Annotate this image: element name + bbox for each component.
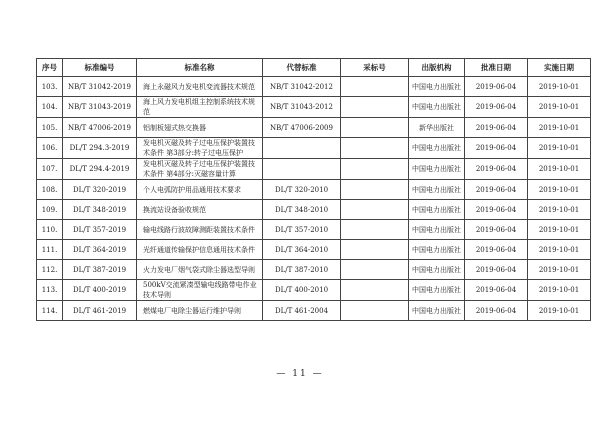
adoption-number: [341, 200, 409, 220]
page-number: — 11 —: [276, 369, 324, 379]
adoption-number: [341, 97, 409, 118]
approval-date: 2019-06-04: [465, 280, 528, 301]
approval-date: 2019-06-04: [465, 180, 528, 200]
effective-date: 2019-10-01: [528, 77, 591, 97]
replaced-standard: DL/T 348-2010: [263, 200, 341, 220]
publisher: 新华出版社: [409, 118, 465, 138]
effective-date: 2019-10-01: [528, 280, 591, 301]
row-number: 113.: [37, 280, 63, 301]
standard-name: 燃煤电厂电除尘器运行维护导则: [137, 301, 263, 321]
header-cell: 采标号: [341, 59, 409, 77]
adoption-number: [341, 220, 409, 240]
publisher: 中国电力出版社: [409, 240, 465, 260]
effective-date: 2019-10-01: [528, 200, 591, 220]
adoption-number: [341, 240, 409, 260]
effective-date: 2019-10-01: [528, 180, 591, 200]
row-number: 112.: [37, 260, 63, 280]
publisher: 中国电力出版社: [409, 260, 465, 280]
effective-date: 2019-10-01: [528, 240, 591, 260]
standard-name: 输电线路行波故障测距装置技术条件: [137, 220, 263, 240]
standard-code: DL/T 400-2019: [63, 280, 137, 301]
replaced-standard: DL/T 400-2010: [263, 280, 341, 301]
publisher: 中国电力出版社: [409, 138, 465, 159]
table-row: [37, 280, 591, 301]
replaced-standard: NB/T 31043-2012: [263, 97, 341, 118]
standard-name: 换流站设备验收规范: [137, 200, 263, 220]
standard-name: 发电机灭磁及转子过电压保护装置技术条件 第3部分:转子过电压保护: [137, 138, 263, 159]
table-row: [37, 260, 591, 280]
row-number: 114.: [37, 301, 63, 321]
standard-code: DL/T 294.3-2019: [63, 138, 137, 159]
row-number: 108.: [37, 180, 63, 200]
standard-code: DL/T 461-2019: [63, 301, 137, 321]
adoption-number: [341, 77, 409, 97]
row-number: 103.: [37, 77, 63, 97]
table-row: [37, 180, 591, 200]
header-cell: 出版机构: [409, 59, 465, 77]
standard-name: 个人电弧防护用品通用技术要求: [137, 180, 263, 200]
adoption-number: [341, 280, 409, 301]
standard-name: 光纤通道传输保护信息通用技术条件: [137, 240, 263, 260]
standard-name: 海上风力发电机组主控制系统技术规范: [137, 97, 263, 118]
effective-date: 2019-10-01: [528, 301, 591, 321]
row-number: 110.: [37, 220, 63, 240]
header-cell: 序号: [37, 59, 63, 77]
standard-code: DL/T 364-2019: [63, 240, 137, 260]
approval-date: 2019-06-04: [465, 240, 528, 260]
effective-date: 2019-10-01: [528, 97, 591, 118]
replaced-standard: [263, 138, 341, 159]
effective-date: 2019-10-01: [528, 118, 591, 138]
standard-code: DL/T 348-2019: [63, 200, 137, 220]
effective-date: 2019-10-01: [528, 220, 591, 240]
replaced-standard: DL/T 357-2010: [263, 220, 341, 240]
adoption-number: [341, 138, 409, 159]
approval-date: 2019-06-04: [465, 118, 528, 138]
row-number: 107.: [37, 159, 63, 180]
publisher: 中国电力出版社: [409, 280, 465, 301]
replaced-standard: DL/T 461-2004: [263, 301, 341, 321]
publisher: 中国电力出版社: [409, 200, 465, 220]
adoption-number: [341, 118, 409, 138]
table-row: [37, 159, 591, 180]
standard-code: NB/T 31043-2019: [63, 97, 137, 118]
replaced-standard: [263, 159, 341, 180]
table-row: [37, 200, 591, 220]
approval-date: 2019-06-04: [465, 77, 528, 97]
approval-date: 2019-06-04: [465, 260, 528, 280]
standard-code: NB/T 31042-2019: [63, 77, 137, 97]
replaced-standard: DL/T 387-2010: [263, 260, 341, 280]
replaced-standard: NB/T 31042-2012: [263, 77, 341, 97]
table-row: [37, 97, 591, 118]
standard-code: DL/T 294.4-2019: [63, 159, 137, 180]
approval-date: 2019-06-04: [465, 138, 528, 159]
header-cell: 实施日期: [528, 59, 591, 77]
approval-date: 2019-06-04: [465, 97, 528, 118]
approval-date: 2019-06-04: [465, 200, 528, 220]
publisher: 中国电力出版社: [409, 77, 465, 97]
document-page: [36, 58, 590, 321]
row-number: 111.: [37, 240, 63, 260]
publisher: 中国电力出版社: [409, 159, 465, 180]
approval-date: 2019-06-04: [465, 159, 528, 180]
table-row: [37, 220, 591, 240]
adoption-number: [341, 159, 409, 180]
row-number: 105.: [37, 118, 63, 138]
standard-name: 500kV交流紧凑型输电线路带电作业技术导则: [137, 280, 263, 301]
publisher: 中国电力出版社: [409, 301, 465, 321]
approval-date: 2019-06-04: [465, 301, 528, 321]
publisher: 中国电力出版社: [409, 180, 465, 200]
row-number: 106.: [37, 138, 63, 159]
standard-code: DL/T 320-2019: [63, 180, 137, 200]
table-header-row: [37, 59, 591, 77]
header-cell: 标准编号: [63, 59, 137, 77]
replaced-standard: DL/T 364-2010: [263, 240, 341, 260]
standard-name: 海上永磁风力发电机变流器技术规范: [137, 77, 263, 97]
adoption-number: [341, 301, 409, 321]
header-cell: 批准日期: [465, 59, 528, 77]
standard-name: 发电机灭磁及转子过电压保护装置技术条件 第4部分:灭磁容量计算: [137, 159, 263, 180]
standards-table: [36, 58, 591, 321]
effective-date: 2019-10-01: [528, 138, 591, 159]
effective-date: 2019-10-01: [528, 159, 591, 180]
table-row: [37, 240, 591, 260]
standard-code: DL/T 357-2019: [63, 220, 137, 240]
header-cell: 标准名称: [137, 59, 263, 77]
table-row: [37, 77, 591, 97]
row-number: 104.: [37, 97, 63, 118]
approval-date: 2019-06-04: [465, 220, 528, 240]
adoption-number: [341, 260, 409, 280]
header-cell: 代替标准: [263, 59, 341, 77]
adoption-number: [341, 180, 409, 200]
effective-date: 2019-10-01: [528, 260, 591, 280]
table-row: [37, 138, 591, 159]
standard-code: DL/T 387-2019: [63, 260, 137, 280]
standard-code: NB/T 47006-2019: [63, 118, 137, 138]
replaced-standard: DL/T 320-2010: [263, 180, 341, 200]
standard-name: 铝制板翅式热交换器: [137, 118, 263, 138]
replaced-standard: NB/T 47006-2009: [263, 118, 341, 138]
row-number: 109.: [37, 200, 63, 220]
publisher: 中国电力出版社: [409, 220, 465, 240]
table-row: [37, 118, 591, 138]
standard-name: 火力发电厂烟气袋式除尘器选型导则: [137, 260, 263, 280]
publisher: 中国电力出版社: [409, 97, 465, 118]
table-row: [37, 301, 591, 321]
